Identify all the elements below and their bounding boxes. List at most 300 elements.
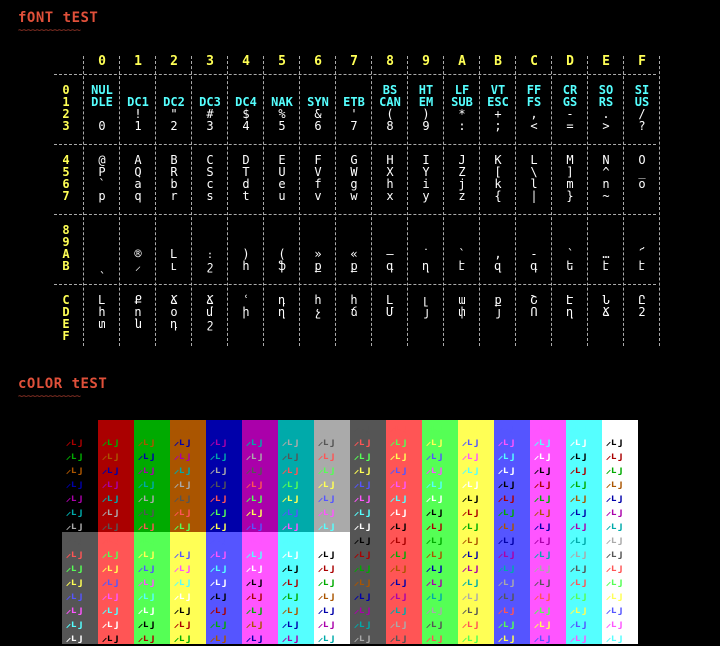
color-glyph: ⸝ւյ bbox=[318, 591, 336, 602]
color-glyph: ⸝ւյ bbox=[210, 437, 228, 448]
char-cell bbox=[444, 84, 480, 132]
color-test-heading: cOLOR tEST bbox=[18, 376, 108, 392]
glyph: ` bbox=[98, 177, 106, 191]
color-glyph: ⸝ւյ bbox=[102, 437, 120, 448]
glyph: ո bbox=[134, 305, 142, 319]
color-glyph: ⸝ւյ bbox=[606, 605, 624, 616]
color-glyph: ⸝ւյ bbox=[282, 549, 300, 560]
color-glyph: ⸝ւյ bbox=[102, 479, 120, 490]
glyph: b bbox=[170, 177, 178, 191]
color-glyph: ⸝ւյ bbox=[390, 619, 408, 630]
color-glyph: ⸝ւյ bbox=[174, 493, 192, 504]
glyph: Ճ bbox=[170, 293, 178, 307]
color-glyph: ⸝ւյ bbox=[138, 577, 156, 588]
color-glyph: ⸝ւյ bbox=[498, 507, 516, 518]
color-glyph: ⸝ւյ bbox=[462, 563, 480, 574]
color-glyph: ⸝ւյ bbox=[138, 563, 156, 574]
char-cell bbox=[408, 84, 444, 132]
char-cell bbox=[480, 154, 516, 202]
color-glyph: ⸝ւյ bbox=[66, 577, 84, 588]
glyph bbox=[444, 318, 480, 330]
glyph: G bbox=[350, 153, 358, 167]
glyph bbox=[192, 224, 228, 236]
color-glyph: ⸝ւյ bbox=[606, 535, 624, 546]
glyph bbox=[444, 224, 480, 236]
glyph bbox=[588, 330, 624, 342]
glyph: Ք bbox=[134, 293, 142, 307]
color-glyph: ⸝ւյ bbox=[570, 633, 588, 644]
color-glyph: ⸝ւյ bbox=[66, 479, 84, 490]
glyph: ք bbox=[314, 259, 322, 273]
row-label bbox=[56, 154, 76, 202]
glyph: ղ bbox=[422, 259, 430, 273]
glyph: 1 bbox=[134, 119, 142, 133]
color-glyph: ⸝ւյ bbox=[246, 437, 264, 448]
glyph: մ bbox=[206, 305, 214, 319]
color-glyph: ⸝ւյ bbox=[534, 493, 552, 504]
glyph: r bbox=[170, 189, 178, 203]
glyph: զ bbox=[494, 259, 502, 273]
color-glyph: ⸝ւյ bbox=[246, 451, 264, 462]
char-cell bbox=[264, 84, 300, 132]
glyph: ! bbox=[134, 107, 142, 121]
color-glyph: ⸝ւյ bbox=[138, 619, 156, 630]
color-glyph: ⸝ւյ bbox=[498, 535, 516, 546]
glyph: h bbox=[386, 177, 394, 191]
glyph bbox=[264, 224, 300, 236]
color-glyph: ⸝ւյ bbox=[534, 563, 552, 574]
color-glyph: ⸝ւյ bbox=[282, 521, 300, 532]
color-glyph: ⸝ւյ bbox=[138, 479, 156, 490]
glyph: [ bbox=[494, 165, 502, 179]
char-cell bbox=[228, 294, 264, 342]
column-header: 4 bbox=[242, 54, 250, 69]
glyph: _ bbox=[638, 165, 646, 179]
glyph: 7 bbox=[350, 119, 358, 133]
glyph: l bbox=[530, 177, 538, 191]
color-glyph: ⸝ւյ bbox=[606, 493, 624, 504]
glyph: հ bbox=[98, 305, 106, 319]
glyph: NAK bbox=[271, 95, 293, 109]
glyph: V bbox=[314, 165, 322, 179]
char-cell bbox=[588, 154, 624, 202]
color-glyph: ⸝ւյ bbox=[390, 591, 408, 602]
color-glyph: ⸝ւյ bbox=[66, 507, 84, 518]
row-label-digit: 5 bbox=[62, 165, 70, 179]
glyph: ^ bbox=[602, 165, 610, 179]
char-cell bbox=[480, 224, 516, 272]
glyph: W bbox=[350, 165, 358, 179]
color-glyph: ⸝ւյ bbox=[282, 535, 300, 546]
glyph: ; bbox=[494, 119, 502, 133]
char-cell bbox=[552, 294, 588, 342]
glyph: Լ bbox=[170, 247, 178, 261]
glyph: շ bbox=[206, 317, 214, 331]
glyph: Z bbox=[458, 165, 466, 179]
color-glyph: ⸝ւյ bbox=[210, 465, 228, 476]
glyph: ® bbox=[134, 247, 142, 261]
color-glyph: ⸝ւյ bbox=[282, 507, 300, 518]
color-glyph: ⸝ւյ bbox=[462, 423, 480, 434]
glyph: SUB bbox=[451, 95, 473, 109]
color-glyph: ⸝ւյ bbox=[174, 451, 192, 462]
color-glyph: ⸝ւյ bbox=[498, 465, 516, 476]
color-glyph: ⸝ւյ bbox=[210, 591, 228, 602]
glyph: m bbox=[566, 177, 574, 191]
color-glyph: ⸝ւյ bbox=[102, 577, 120, 588]
color-glyph: ⸝ւյ bbox=[426, 423, 444, 434]
color-glyph: ⸝ւյ bbox=[318, 507, 336, 518]
char-cell bbox=[624, 224, 660, 272]
color-glyph: ⸝ւյ bbox=[102, 521, 120, 532]
char-cell bbox=[264, 224, 300, 272]
column-header: 0 bbox=[98, 54, 106, 69]
char-cell bbox=[552, 224, 588, 272]
color-glyph: ⸝ւյ bbox=[606, 451, 624, 462]
glyph: Շ bbox=[530, 293, 538, 307]
color-glyph: ⸝ւյ bbox=[498, 521, 516, 532]
color-glyph: ⸝ւյ bbox=[462, 465, 480, 476]
color-glyph: ⸝ւյ bbox=[426, 451, 444, 462]
glyph: X bbox=[386, 165, 394, 179]
color-glyph: ⸝ւյ bbox=[462, 591, 480, 602]
glyph: է bbox=[458, 259, 466, 273]
color-glyph: ⸝ւյ bbox=[426, 563, 444, 574]
color-glyph: ⸝ւյ bbox=[534, 619, 552, 630]
glyph bbox=[228, 330, 264, 342]
color-glyph: ⸝ւյ bbox=[390, 493, 408, 504]
glyph: Ը bbox=[638, 293, 646, 307]
glyph: Լ bbox=[386, 293, 394, 307]
glyph: c bbox=[206, 177, 214, 191]
row-label bbox=[56, 294, 76, 342]
glyph bbox=[228, 224, 264, 236]
glyph: հ bbox=[314, 293, 322, 307]
color-glyph: ⸝ւյ bbox=[66, 465, 84, 476]
glyph: ֆ bbox=[278, 259, 286, 273]
char-cell bbox=[408, 294, 444, 342]
column-header: 3 bbox=[206, 54, 214, 69]
glyph: Q bbox=[134, 165, 142, 179]
color-glyph: ⸝ւյ bbox=[318, 521, 336, 532]
glyph: i bbox=[422, 177, 430, 191]
color-glyph: ⸝ւյ bbox=[138, 633, 156, 644]
color-glyph: ⸝ւյ bbox=[102, 633, 120, 644]
glyph: q bbox=[134, 189, 142, 203]
glyph: e bbox=[278, 177, 286, 191]
glyph: RS bbox=[598, 95, 614, 109]
glyph: t bbox=[242, 189, 250, 203]
color-glyph: ⸝ւյ bbox=[498, 633, 516, 644]
glyph: ՝ bbox=[566, 247, 574, 261]
glyph: դ bbox=[278, 293, 286, 307]
char-cell bbox=[300, 154, 336, 202]
color-glyph: ⸝ւյ bbox=[282, 563, 300, 574]
color-glyph: ⸝ւյ bbox=[498, 563, 516, 574]
color-glyph: ⸝ւյ bbox=[426, 479, 444, 490]
color-glyph: ⸝ւյ bbox=[318, 465, 336, 476]
glyph: է bbox=[638, 259, 646, 273]
glyph: C bbox=[206, 153, 214, 167]
color-glyph: ⸝ւյ bbox=[246, 423, 264, 434]
color-glyph: ⸝ւյ bbox=[498, 437, 516, 448]
color-glyph: ⸝ւյ bbox=[318, 605, 336, 616]
glyph: գ bbox=[530, 259, 538, 273]
glyph: DC2 bbox=[163, 95, 185, 109]
glyph: չ bbox=[314, 305, 322, 319]
glyph: d bbox=[242, 177, 250, 191]
glyph: j bbox=[458, 177, 466, 191]
char-cell bbox=[336, 84, 372, 132]
glyph: 3 bbox=[206, 119, 214, 133]
color-glyph: ⸝ւյ bbox=[426, 507, 444, 518]
color-glyph: ⸝ւյ bbox=[606, 521, 624, 532]
glyph bbox=[516, 318, 552, 330]
glyph: > bbox=[602, 119, 610, 133]
row-label-digit: C bbox=[62, 293, 70, 307]
color-glyph: ⸝ւյ bbox=[354, 549, 372, 560]
color-glyph: ⸝ւյ bbox=[246, 493, 264, 504]
column-header: 1 bbox=[134, 54, 142, 69]
row-label-digit: A bbox=[62, 247, 70, 261]
glyph: L bbox=[530, 153, 538, 167]
color-glyph: ⸝ւյ bbox=[138, 507, 156, 518]
color-glyph: ⸝ւյ bbox=[570, 423, 588, 434]
color-glyph: ⸝ւյ bbox=[570, 619, 588, 630]
glyph: a bbox=[134, 177, 142, 191]
color-glyph: ⸝ւյ bbox=[462, 507, 480, 518]
glyph: S bbox=[206, 165, 214, 179]
glyph: « bbox=[350, 247, 358, 261]
glyph: . bbox=[602, 107, 610, 121]
glyph: ? bbox=[638, 119, 646, 133]
color-test-underline: ~~~~~~~~~~~~~~ bbox=[18, 392, 80, 402]
color-glyph: ⸝ւյ bbox=[174, 605, 192, 616]
column-header: B bbox=[494, 54, 502, 69]
color-glyph: ⸝ւյ bbox=[102, 423, 120, 434]
color-glyph: ⸝ւյ bbox=[354, 577, 372, 588]
glyph: / bbox=[638, 107, 646, 121]
glyph: ˎ bbox=[98, 259, 106, 273]
color-glyph: ⸝ւյ bbox=[354, 619, 372, 630]
glyph: CR bbox=[562, 83, 578, 97]
color-glyph: ⸝ւյ bbox=[138, 423, 156, 434]
color-glyph: ⸝ւյ bbox=[462, 577, 480, 588]
char-cell bbox=[480, 84, 516, 132]
glyph bbox=[444, 330, 480, 342]
glyph bbox=[84, 236, 120, 248]
color-glyph: ⸝ւյ bbox=[354, 521, 372, 532]
char-cell bbox=[228, 84, 264, 132]
color-glyph: ⸝ւյ bbox=[570, 577, 588, 588]
glyph: o bbox=[638, 177, 646, 191]
char-cell bbox=[444, 154, 480, 202]
glyph: ի bbox=[242, 305, 250, 319]
color-glyph: ⸝ւյ bbox=[426, 521, 444, 532]
color-glyph: ⸝ւյ bbox=[102, 605, 120, 616]
color-glyph: ⸝ւյ bbox=[390, 479, 408, 490]
color-glyph: ⸝ւյ bbox=[318, 563, 336, 574]
glyph: LF bbox=[454, 83, 470, 97]
char-cell bbox=[372, 84, 408, 132]
color-glyph: ⸝ւյ bbox=[570, 451, 588, 462]
color-glyph: ⸝ւյ bbox=[66, 633, 84, 644]
color-glyph: ⸝ւյ bbox=[246, 465, 264, 476]
glyph: NUL bbox=[91, 83, 113, 97]
char-cell bbox=[300, 224, 336, 272]
glyph: յ bbox=[494, 305, 502, 319]
color-glyph: ⸝ւյ bbox=[498, 549, 516, 560]
color-glyph: ⸝ւյ bbox=[462, 633, 480, 644]
glyph: E bbox=[278, 153, 286, 167]
glyph: J bbox=[458, 153, 466, 167]
color-glyph: ⸝ւյ bbox=[354, 493, 372, 504]
color-glyph: ⸝ւյ bbox=[354, 633, 372, 644]
color-glyph: ⸝ւյ bbox=[426, 619, 444, 630]
color-glyph: ⸝ւյ bbox=[210, 563, 228, 574]
char-cell bbox=[372, 294, 408, 342]
color-glyph: ⸝ւյ bbox=[210, 577, 228, 588]
color-glyph: ⸝ւյ bbox=[354, 423, 372, 434]
color-glyph: ⸝ւյ bbox=[318, 577, 336, 588]
glyph: HT bbox=[418, 83, 434, 97]
glyph bbox=[588, 318, 624, 330]
color-glyph: ⸝ւյ bbox=[426, 633, 444, 644]
color-glyph: ⸝ւյ bbox=[174, 619, 192, 630]
color-glyph: ⸝ւյ bbox=[534, 507, 552, 518]
color-glyph: ⸝ւյ bbox=[282, 577, 300, 588]
glyph: ⸝ bbox=[134, 259, 141, 273]
char-cell bbox=[624, 84, 660, 132]
glyph bbox=[336, 224, 372, 236]
glyph bbox=[264, 330, 300, 342]
font-test-heading: fONT tEST bbox=[18, 10, 99, 26]
glyph: FS bbox=[526, 95, 542, 109]
color-glyph: ⸝ւյ bbox=[246, 507, 264, 518]
color-glyph: ⸝ւյ bbox=[174, 563, 192, 574]
glyph bbox=[120, 330, 156, 342]
color-glyph: ⸝ւյ bbox=[426, 535, 444, 546]
color-glyph: ⸝ւյ bbox=[210, 549, 228, 560]
color-glyph: ⸝ւյ bbox=[246, 521, 264, 532]
color-glyph: ⸝ւյ bbox=[66, 451, 84, 462]
glyph: փ bbox=[458, 305, 466, 319]
glyph bbox=[588, 224, 624, 236]
char-cell bbox=[120, 84, 156, 132]
glyph: տ bbox=[98, 317, 106, 331]
glyph: | bbox=[530, 189, 538, 203]
char-cell bbox=[588, 84, 624, 132]
glyph: Y bbox=[422, 165, 430, 179]
color-glyph: ⸝ւյ bbox=[174, 479, 192, 490]
color-glyph: ⸝ւյ bbox=[390, 535, 408, 546]
column-header: 9 bbox=[422, 54, 430, 69]
glyph bbox=[624, 190, 660, 202]
glyph: 4 bbox=[242, 119, 250, 133]
row-label-digit: E bbox=[62, 317, 70, 331]
glyph: ESC bbox=[487, 95, 509, 109]
row-separator bbox=[54, 144, 656, 145]
column-header: 6 bbox=[314, 54, 322, 69]
color-glyph: ⸝ւյ bbox=[102, 451, 120, 462]
color-glyph: ⸝ւյ bbox=[174, 423, 192, 434]
glyph: ղ bbox=[566, 305, 574, 319]
char-cell bbox=[588, 224, 624, 272]
color-glyph: ⸝ւյ bbox=[354, 605, 372, 616]
color-glyph: ⸝ւյ bbox=[318, 423, 336, 434]
char-cell bbox=[156, 224, 192, 272]
color-glyph: ⸝ւյ bbox=[462, 549, 480, 560]
color-glyph: ⸝ւյ bbox=[174, 591, 192, 602]
color-glyph: ⸝ւյ bbox=[570, 535, 588, 546]
glyph bbox=[552, 318, 588, 330]
glyph: 5 bbox=[278, 119, 286, 133]
glyph: Ն bbox=[602, 293, 610, 307]
color-glyph: ⸝ւյ bbox=[570, 591, 588, 602]
char-cell bbox=[84, 154, 120, 202]
color-glyph: ⸝ւյ bbox=[246, 591, 264, 602]
color-glyph: ⸝ւյ bbox=[570, 465, 588, 476]
color-glyph: ⸝ւյ bbox=[570, 479, 588, 490]
color-glyph: ⸝ւյ bbox=[426, 577, 444, 588]
color-glyph: ⸝ւյ bbox=[606, 591, 624, 602]
color-glyph: ⸝ւյ bbox=[66, 605, 84, 616]
color-glyph: ⸝ւյ bbox=[498, 479, 516, 490]
glyph: լ bbox=[422, 293, 430, 307]
color-glyph: ⸝ւյ bbox=[174, 633, 192, 644]
color-glyph: ⸝ւյ bbox=[462, 437, 480, 448]
color-glyph: ⸝ւյ bbox=[426, 437, 444, 448]
color-glyph: ⸝ւյ bbox=[282, 591, 300, 602]
glyph: K bbox=[494, 153, 502, 167]
glyph bbox=[192, 330, 228, 342]
color-glyph: ⸝ւյ bbox=[66, 563, 84, 574]
glyph: ՜ bbox=[638, 247, 646, 261]
char-cell bbox=[120, 294, 156, 342]
glyph bbox=[372, 318, 408, 330]
glyph: ՙ bbox=[242, 293, 250, 307]
glyph: B bbox=[170, 153, 178, 167]
color-glyph: ⸝ւյ bbox=[606, 507, 624, 518]
color-glyph: ⸝ւյ bbox=[570, 563, 588, 574]
glyph bbox=[552, 224, 588, 236]
glyph: օ bbox=[170, 305, 178, 319]
glyph: ե bbox=[566, 259, 574, 273]
color-glyph: ⸝ւյ bbox=[534, 591, 552, 602]
color-glyph: ⸝ւյ bbox=[534, 465, 552, 476]
glyph: ղ bbox=[278, 305, 286, 319]
color-glyph: ⸝ւյ bbox=[426, 493, 444, 504]
color-glyph: ⸝ւյ bbox=[282, 619, 300, 630]
glyph bbox=[516, 330, 552, 342]
row-label-digit: 4 bbox=[62, 153, 70, 167]
char-cell bbox=[264, 294, 300, 342]
color-glyph: ⸝ւյ bbox=[498, 451, 516, 462]
color-glyph: ⸝ւյ bbox=[138, 437, 156, 448]
color-glyph: ⸝ւյ bbox=[66, 535, 84, 546]
glyph: յ bbox=[422, 305, 430, 319]
glyph: ն bbox=[134, 317, 142, 331]
glyph: " bbox=[170, 107, 178, 121]
glyph: 2 bbox=[170, 119, 178, 133]
color-glyph: ⸝ւյ bbox=[606, 577, 624, 588]
color-glyph: ⸝ւյ bbox=[498, 577, 516, 588]
color-glyph: ⸝ւյ bbox=[570, 493, 588, 504]
glyph: Ճ bbox=[602, 305, 610, 319]
glyph: SO bbox=[598, 83, 614, 97]
color-glyph: ⸝ւյ bbox=[426, 465, 444, 476]
glyph bbox=[372, 330, 408, 342]
